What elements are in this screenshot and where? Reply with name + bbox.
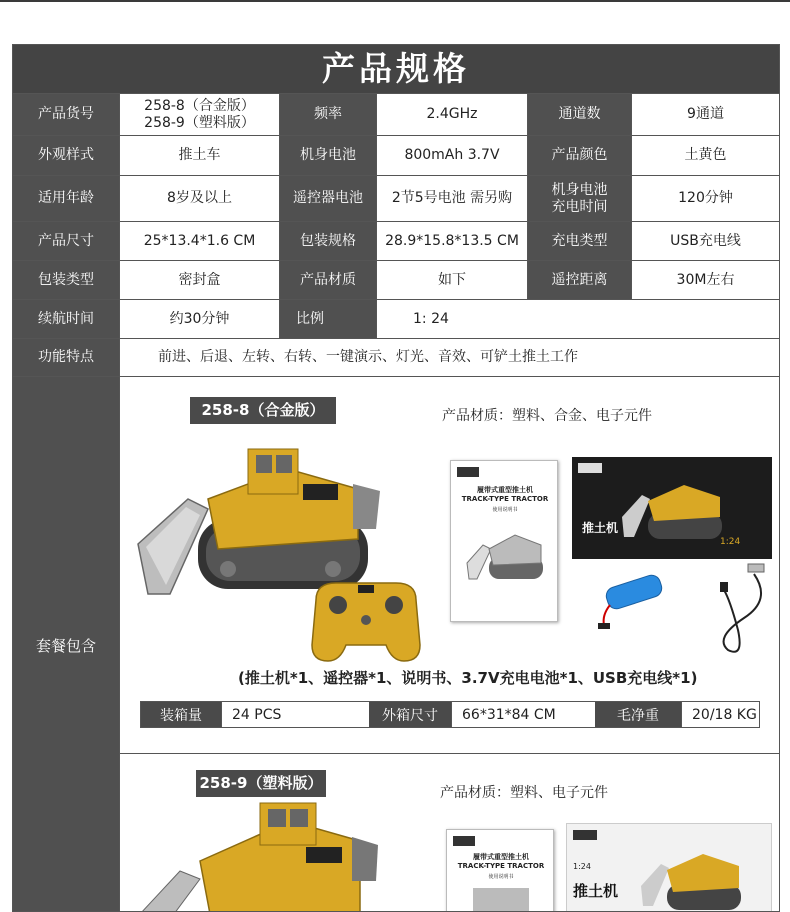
spec-row-appearance <box>13 135 779 175</box>
manual-subtitle: TRACK-TYPE TRACTOR <box>461 495 549 503</box>
remote-battery-value: 2节5号电池 需另购 <box>376 176 527 221</box>
charge-time-label: 机身电池 充电时间 <box>527 176 631 221</box>
variant-material-plastic: 产品材质：塑料、电子元件 <box>440 785 608 801</box>
material-value: 如下 <box>376 261 527 299</box>
box-bulldozer-image-plastic <box>637 840 747 912</box>
manual-title-plastic: 履带式重型推土机 <box>473 853 529 861</box>
appearance-label: 外观样式 <box>13 136 119 175</box>
appearance-value: 推土车 <box>119 136 279 175</box>
body-battery-value: 800mAh 3.7V <box>376 136 527 175</box>
battery-image <box>592 573 672 633</box>
item-no-value: 258-8（合金版） 258-9（塑料版） <box>119 94 279 135</box>
bulldozer-image-plastic <box>140 801 380 912</box>
instruction-manual-image-plastic <box>446 829 554 912</box>
package-contents-text: (推土机*1、遥控器*1、说明书、3.7V充电电池*1、USB充电线*1) <box>238 669 698 687</box>
page-title: 产品规格 <box>13 45 779 93</box>
packing-qty-label: 装箱量 <box>141 702 221 727</box>
weight-label: 毛净重 <box>595 702 681 727</box>
carton-size-value: 66*31*84 CM <box>451 702 595 727</box>
package-contents-area <box>119 376 779 912</box>
variant-divider <box>120 753 780 754</box>
channels-value: 9通道 <box>631 94 779 135</box>
manual-note: 使用说明书 <box>492 507 518 513</box>
item-no-label: 产品货号 <box>13 94 119 135</box>
box-bulldozer-image <box>618 471 728 547</box>
product-box-image-plastic <box>566 823 772 912</box>
packing-qty-value: 24 PCS <box>221 702 369 727</box>
body-battery-label: 机身电池 <box>279 136 376 175</box>
box-scale: 1:24 <box>720 537 741 547</box>
features-row <box>13 338 779 376</box>
top-rule <box>0 0 790 2</box>
charge-type-value: USB充电线 <box>631 222 779 260</box>
runtime-label: 续航时间 <box>13 300 119 338</box>
product-box-image <box>572 457 772 559</box>
runtime-row <box>13 299 779 338</box>
box-scale-plastic: 1:24 <box>573 862 591 871</box>
manual-subtitle-plastic: TRACK-TYPE TRACTOR <box>457 862 545 870</box>
remote-range-label: 遥控距离 <box>527 261 631 299</box>
features-label: 功能特点 <box>13 339 119 376</box>
weight-value: 20/18 KG <box>681 702 759 727</box>
package-label: 套餐包含 <box>13 376 119 912</box>
instruction-manual-image <box>450 460 558 622</box>
package-type-value: 密封盒 <box>119 261 279 299</box>
manual-title: 履带式重型推土机 <box>477 486 533 494</box>
box-label-plastic: 推土机 <box>573 882 619 900</box>
scale-value: 1: 24 <box>376 300 779 338</box>
features-value: 前进、后退、左转、右转、一键演示、灯光、音效、可铲土推土工作 <box>119 339 779 376</box>
spec-row-item-no <box>13 93 779 135</box>
spec-row-product-size <box>13 221 779 260</box>
runtime-value: 约30分钟 <box>119 300 279 338</box>
frequency-value: 2.4GHz <box>376 94 527 135</box>
carton-size-label: 外箱尺寸 <box>369 702 451 727</box>
manual-note-plastic: 使用说明书 <box>488 874 514 880</box>
product-size-label: 产品尺寸 <box>13 222 119 260</box>
manual-bulldozer-sketch <box>463 523 547 587</box>
channels-label: 通道数 <box>527 94 631 135</box>
variant-material-alloy: 产品材质：塑料、合金、电子元件 <box>442 408 652 424</box>
variant-tag-alloy: 258-8（合金版） <box>190 397 336 424</box>
color-value: 土黄色 <box>631 136 779 175</box>
remote-battery-label: 遥控器电池 <box>279 176 376 221</box>
color-label: 产品颜色 <box>527 136 631 175</box>
product-size-value: 25*13.4*1.6 CM <box>119 222 279 260</box>
box-label: 推土机 <box>582 521 619 535</box>
usb-cable-image <box>704 560 774 655</box>
frequency-label: 频率 <box>279 94 376 135</box>
charge-type-label: 充电类型 <box>527 222 631 260</box>
package-size-label: 包装规格 <box>279 222 376 260</box>
age-value: 8岁及以上 <box>119 176 279 221</box>
variant-tag-plastic: 258-9（塑料版） <box>196 770 326 797</box>
age-label: 适用年龄 <box>13 176 119 221</box>
spec-row-package-type <box>13 260 779 299</box>
remote-controller-image <box>306 575 426 665</box>
package-type-label: 包装类型 <box>13 261 119 299</box>
material-label: 产品材质 <box>279 261 376 299</box>
package-size-value: 28.9*15.8*13.5 CM <box>376 222 527 260</box>
spec-sheet <box>12 44 780 912</box>
remote-range-value: 30M左右 <box>631 261 779 299</box>
scale-label: 比例 <box>279 300 376 338</box>
packing-info-row <box>140 701 760 728</box>
spec-row-age <box>13 175 779 221</box>
charge-time-value: 120分钟 <box>631 176 779 221</box>
